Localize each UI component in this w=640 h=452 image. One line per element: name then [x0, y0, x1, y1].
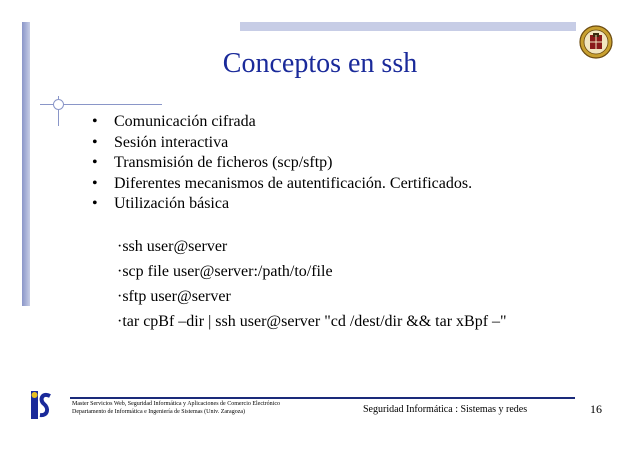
list-item [90, 174, 472, 194]
command-item: ·scp file user@server:/path/to/file [117, 263, 333, 280]
top-accent-bar [240, 22, 576, 31]
bullet-icon: • [92, 195, 98, 213]
bullet-icon: • [92, 113, 98, 130]
bullet-icon: • [92, 174, 98, 192]
list-item-text: Diferentes mecanismos de autentificación. Certificados. [114, 174, 473, 192]
slide-title: Conceptos en ssh [222, 48, 418, 79]
command-item: ·ssh user@server [117, 238, 228, 255]
footer-program: Master Servicios Web, Seguridad Informática y Aplicaciones de Comercio Electrónico [72, 401, 281, 407]
crosshair-circle [53, 99, 64, 110]
bullet-icon: • [92, 154, 98, 172]
footer-divider [70, 397, 575, 399]
footer-department: Departamento de Informática e Ingeniería de Sistemas (Univ. Zaragoza) [72, 409, 246, 415]
command-item: ·tar cpBf –dir | ssh user@server "cd /dest/dir && tar xBpf –" [117, 313, 507, 330]
command-item: ·sftp user@server [117, 288, 231, 305]
list-item-text: Utilización básica [114, 195, 230, 213]
list-item-text: Comunicación cifrada [114, 113, 256, 130]
list-item [90, 194, 472, 214]
list-item [90, 112, 472, 132]
list-item [90, 133, 472, 153]
list-item-text: Transmisión de ficheros (scp/sftp) [114, 154, 333, 172]
list-item-text: Sesión interactiva [114, 133, 229, 151]
department-logo-icon [30, 390, 52, 420]
page-number: 16 [590, 402, 602, 416]
list-item [90, 153, 472, 173]
bullet-list [90, 112, 472, 215]
footer-course: Seguridad Informática : Sistemas y redes [363, 404, 528, 415]
command-list [117, 237, 507, 337]
bullet-icon: • [92, 133, 98, 151]
